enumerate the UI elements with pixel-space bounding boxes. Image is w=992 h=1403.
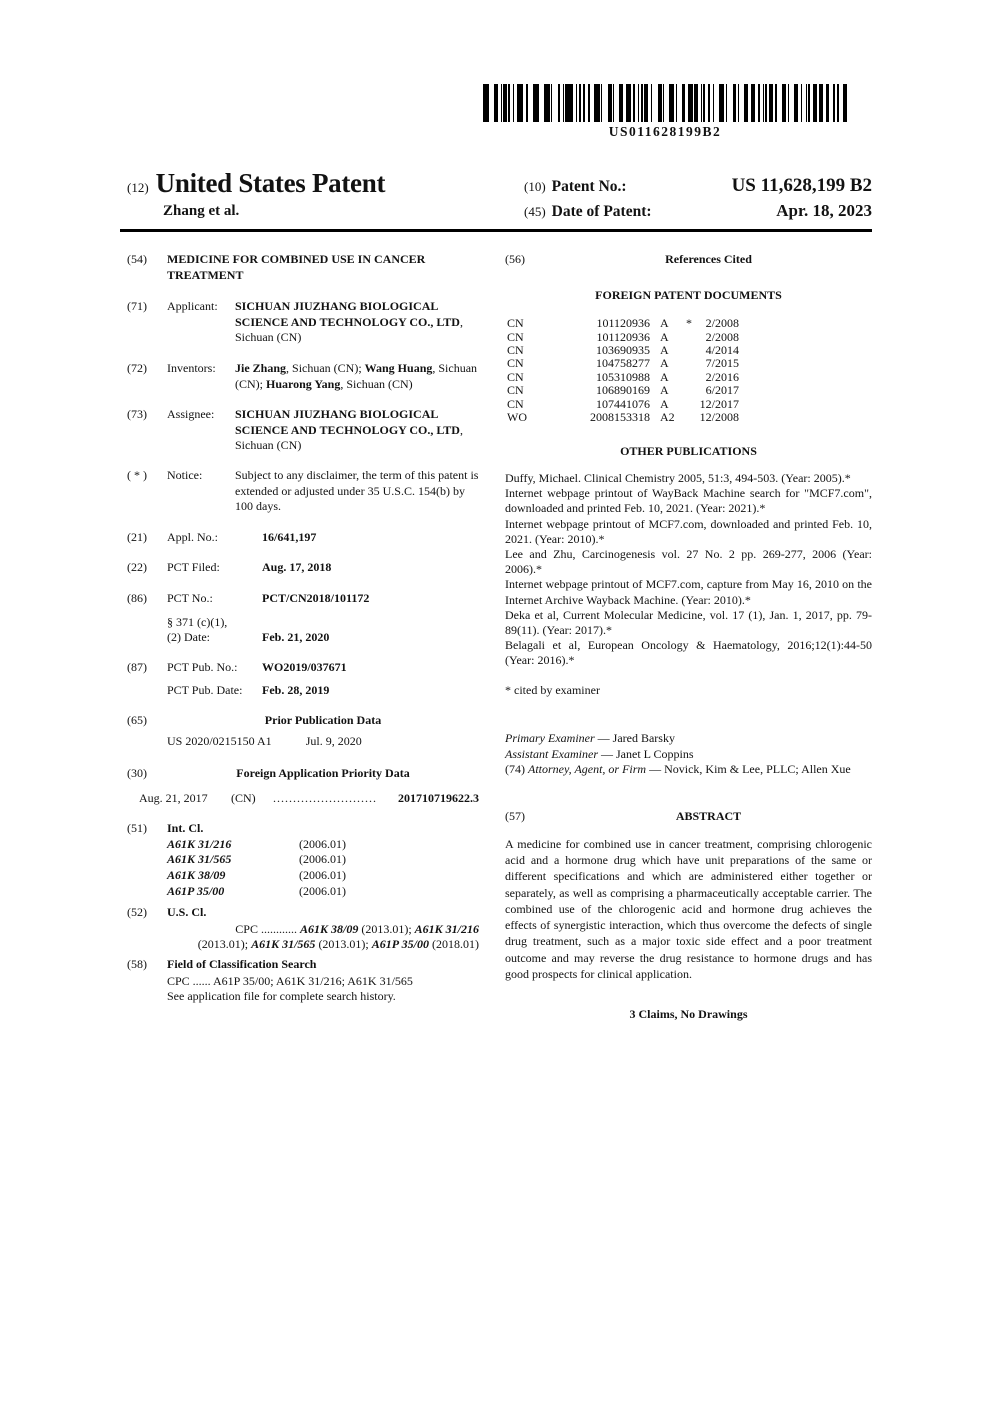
priority-dots: .......................... [273, 790, 377, 805]
pct-pub-date-label: PCT Pub. Date: [167, 683, 243, 698]
field-58-search [127, 957, 479, 1005]
barcode-number: US011628199B2 [608, 124, 722, 139]
examiners-block [505, 731, 872, 777]
date-of-patent-value: Apr. 18, 2023 [776, 201, 872, 220]
search-note: See application file for complete search history. [167, 989, 396, 1004]
int-cl-row [167, 852, 479, 868]
appl-no-value: 16/641,197 [262, 529, 317, 544]
field-code-10: (10) [524, 179, 546, 194]
field-72-number: (72) [127, 360, 147, 375]
field-86-number: (86) [127, 590, 147, 605]
publication-item: Lee and Zhu, Carcinogenesis vol. 27 No. 2 pp. 269-277, 2006 (Year: 2006).* [505, 547, 872, 577]
table-row: CN 101120936 A * 2/2008 [507, 316, 739, 331]
field-21-appl-no [127, 530, 479, 546]
int-cl-code: A61K 31/216 [167, 836, 232, 851]
field-87-pct-pub [127, 660, 479, 699]
field-86-pct-no [127, 591, 479, 646]
patent-date-row [524, 201, 872, 221]
pct-pub-no-value: WO2019/037671 [262, 659, 347, 674]
assignee-label: Assignee: [167, 407, 215, 422]
field-56-number: (56) [505, 252, 525, 266]
field-57-number: (57) [505, 809, 525, 824]
inventors-value: Jie Zhang, Sichuan (CN); Wang Huang, Sichuan (CN); Huarong Yang, Sichuan (CN) [235, 360, 478, 391]
field-notice [127, 468, 479, 515]
field-22-number: (22) [127, 560, 147, 575]
prior-pub-number: US 2020/0215150 A1 [167, 734, 272, 749]
field-65-number: (65) [127, 712, 147, 727]
references-heading: References Cited [665, 252, 752, 266]
int-cl-version: (2006.01) [299, 883, 346, 898]
field-52-us-cl [127, 905, 479, 953]
other-publications-list [505, 471, 872, 669]
field-71-number: (71) [127, 299, 147, 314]
field-72-inventors [127, 361, 479, 392]
notice-label: Notice: [167, 467, 203, 482]
int-cl-code: A61K 38/09 [167, 868, 226, 883]
int-cl-row [167, 884, 479, 900]
table-row: CN 106890169 A 6/2017 [507, 383, 739, 398]
priority-number: 201710719622.3 [398, 790, 479, 805]
pct-no-label: PCT No.: [167, 590, 213, 605]
int-cl-version: (2006.01) [299, 836, 346, 851]
search-cpc-line: CPC ...... A61P 35/00; A61K 31/216; A61K 31/565 [167, 973, 413, 988]
int-cl-label: Int. Cl. [167, 821, 204, 836]
header-right [524, 168, 872, 225]
patent-no-label: Patent No.: [551, 178, 627, 195]
right-column [505, 252, 872, 1023]
section-371: § 371 (c)(1), [167, 614, 228, 629]
field-57-abstract [505, 809, 872, 825]
prior-pub-heading: Prior Publication Data [264, 712, 382, 727]
appl-no-label: Appl. No.: [167, 529, 218, 544]
int-cl-row [167, 868, 479, 884]
table-row: CN 104758277 A 7/2015 [507, 356, 739, 371]
field-54-title [127, 252, 479, 283]
barcode-block [483, 84, 847, 140]
field-58-number: (58) [127, 957, 147, 971]
field-51-int-cl [127, 821, 479, 899]
field-73-number: (73) [127, 407, 147, 422]
field-54-number: (54) [127, 252, 147, 266]
table-row: CN 103690935 A 4/2014 [507, 343, 739, 357]
field-search-label: Field of Classification Search [167, 957, 317, 971]
pct-no-value: PCT/CN2018/101172 [262, 590, 370, 605]
abstract-heading: ABSTRACT [675, 809, 742, 824]
pct-filed-value: Aug. 17, 2018 [262, 560, 332, 575]
prior-pub-date: Jul. 9, 2020 [305, 734, 362, 749]
publication-item: Duffy, Michael. Clinical Chemistry 2005, 51:3, 494-503. (Year: 2005).* [505, 471, 851, 486]
field-65-prior-pub [127, 713, 479, 729]
field-30-number: (30) [127, 766, 147, 781]
priority-country: (CN) [231, 790, 256, 805]
field-52-number: (52) [127, 905, 147, 920]
publication-item: Internet webpage printout of WayBack Machine search for "MCF7.com", downloaded and printed Feb. 10, 2021. (Year: 2021).* [505, 486, 872, 516]
field-71-applicant [127, 299, 479, 346]
primary-examiner-line: Primary Examiner — Jared Barsky [505, 731, 675, 746]
field-30-priority [127, 766, 479, 782]
table-row: CN 105310988 A 2/2016 [507, 369, 739, 384]
barcode-icon [483, 84, 847, 122]
field-87-number: (87) [127, 659, 147, 674]
priority-line [139, 791, 479, 807]
date-371-label: (2) Date: [167, 630, 210, 645]
field-code-45: (45) [524, 204, 546, 219]
two-column-body [127, 252, 872, 1023]
us-cl-label: U.S. Cl. [167, 905, 207, 920]
priority-heading: Foreign Application Priority Data [236, 766, 410, 781]
date-371-value: Feb. 21, 2020 [262, 630, 330, 645]
assistant-examiner-line: Assistant Examiner — Janet L Coppins [505, 746, 694, 761]
patent-no-value: US 11,628,199 B2 [731, 175, 872, 196]
field-21-number: (21) [127, 529, 147, 544]
page-title: United States Patent [155, 168, 386, 198]
abstract-text: A medicine for combined use in cancer treatment, comprising chlorogenic acid and a hormone drug which have unit preparations of the same or different specifications and which are administered either together or separately, as well as comprising a pharmaceutically acceptable carrier. The combined use of the chlorogenic acid and hormone drug achieves the effects of synergistic interaction, which thus overcome the defects of single drug treatment, such as a major toxic side effect and a poor treatment outcome and may reverse the drug resistance to hormone drugs and has good prospects for clinical application. [505, 837, 872, 981]
patent-number-row [524, 175, 872, 197]
publication-item: Deka et al, Current Molecular Medicine, vol. 17 (1), Jan. 1, 2017, pp. 79-89(11). (Year: 2017).* [505, 607, 872, 638]
foreign-patents-table [507, 317, 739, 424]
header-left [127, 168, 385, 225]
int-cl-row [167, 837, 479, 853]
table-row: CN 101120936 A 2/2008 [507, 329, 739, 344]
field-51-number: (51) [127, 821, 147, 836]
field-star-number: ( * ) [127, 467, 147, 482]
pct-filed-label: PCT Filed: [167, 560, 220, 575]
publication-item: Internet webpage printout of MCF7.com, downloaded and printed Feb. 10, 2021. (Year: 2010).* [505, 516, 872, 546]
pct-pub-no-label: PCT Pub. No.: [167, 659, 238, 674]
field-56-references [505, 252, 872, 268]
kind-code-12: (12) [127, 180, 149, 195]
date-of-patent-label: Date of Patent: [551, 203, 652, 220]
claims-line: 3 Claims, No Drawings [629, 1006, 748, 1021]
foreign-patents-heading: FOREIGN PATENT DOCUMENTS [595, 287, 782, 302]
applicant-value: SICHUAN JIUZHANG BIOLOGICAL SCIENCE AND TECHNOLOGY CO., LTD, Sichuan (CN) [235, 299, 463, 345]
publication-item: Internet webpage printout of MCF7.com, capture from May 16, 2010 on the Internet Archive Wayback Machine. (Year: 2010).* [505, 577, 872, 607]
other-publications-heading: OTHER PUBLICATIONS [620, 444, 757, 459]
header-divider [120, 229, 872, 232]
cpc-classifications: CPC ............ A61K 38/09 (2013.01); A61K 31/216 (2013.01); A61K 31/565 (2013.01); A61P 35/00 (2018.01) [197, 921, 479, 952]
int-cl-version: (2006.01) [299, 868, 346, 883]
applicant-label: Applicant: [167, 299, 218, 314]
assignee-value: SICHUAN JIUZHANG BIOLOGICAL SCIENCE AND TECHNOLOGY CO., LTD, Sichuan (CN) [235, 407, 463, 453]
int-cl-code: A61K 31/565 [167, 852, 232, 867]
field-22-pct-filed [127, 560, 479, 576]
attorney-line: (74) Attorney, Agent, or Firm — Novick, Kim & Lee, PLLC; Allen Xue [505, 762, 851, 777]
field-73-assignee [127, 407, 479, 454]
cited-by-examiner-note: * cited by examiner [505, 682, 600, 697]
left-column [127, 252, 479, 1023]
int-cl-version: (2006.01) [299, 852, 346, 867]
int-cl-code: A61P 35/00 [167, 883, 225, 898]
table-row: WO 2008153318 A2 12/2008 [507, 410, 739, 425]
priority-date: Aug. 21, 2017 [139, 790, 208, 805]
table-row: CN 107441076 A 12/2017 [507, 396, 739, 411]
prior-pub-line [167, 734, 479, 750]
notice-text: Subject to any disclaimer, the term of this patent is extended or adjusted under 35 U.S.C. 154(b) by 100 days. [235, 467, 479, 514]
invention-title: MEDICINE FOR COMBINED USE IN CANCER TREATMENT [167, 252, 426, 282]
pct-pub-date-value: Feb. 28, 2019 [262, 683, 330, 698]
publication-item: Belagali et al, European Oncology & Haematology, 2016;12(1):44-50 (Year: 2016).* [505, 638, 872, 668]
inventor-shortname: Zhang et al. [163, 203, 240, 219]
inventors-label: Inventors: [167, 360, 216, 375]
patent-header [127, 168, 872, 225]
